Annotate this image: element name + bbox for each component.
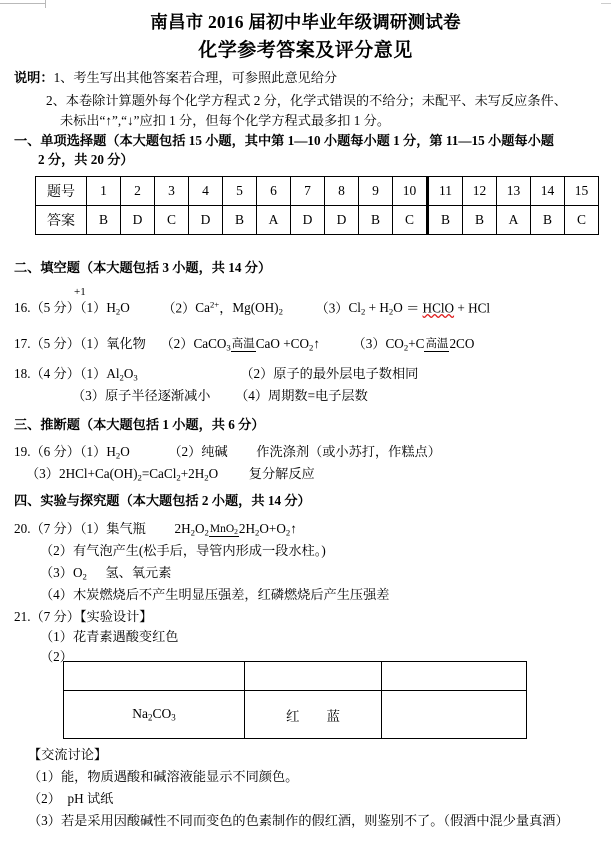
question-16-line bbox=[14, 286, 609, 322]
answer-cell: C bbox=[155, 206, 189, 235]
question-number-cell: 8 bbox=[325, 177, 359, 206]
answer-cell: A bbox=[257, 206, 291, 235]
question-16-label: 16.（5 分） bbox=[14, 300, 80, 316]
instructions-label: 说明： bbox=[14, 70, 54, 85]
discussion-item-3: （3）若是采用因酸碱性不同而变色的色素制作的假红酒，则鉴别不了。（假酒中混少量真酒） bbox=[28, 813, 569, 828]
question-18-part3: （3）原子半径逐渐减小 bbox=[72, 388, 211, 403]
question-number-cell: 4 bbox=[189, 177, 223, 206]
question-16-part1-prefix: （1） bbox=[79, 300, 107, 316]
answer-cell: A bbox=[497, 206, 531, 235]
answer-cell: D bbox=[121, 206, 155, 235]
answer-cell: B bbox=[531, 206, 565, 235]
instruction-item-2 bbox=[14, 91, 599, 131]
reaction-condition-high-temp: 高温 bbox=[425, 338, 449, 350]
answer-cell: C bbox=[565, 206, 599, 235]
page-border-stub bbox=[0, 3, 46, 4]
question-number-cell: 2 bbox=[121, 177, 155, 206]
section-1-heading-line1: 一、单项选择题（本大题包括 15 小题，其中第 1—10 小题每小题 1 分，第 11—15 小题每小题 bbox=[14, 133, 554, 148]
question-number-cell: 5 bbox=[223, 177, 257, 206]
table-row-question-numbers bbox=[36, 177, 599, 206]
design-header-cell-2 bbox=[245, 662, 382, 691]
row-label-answer: 答案 bbox=[36, 206, 87, 235]
question-20-line2: （2）有气泡产生(松手后，导管内形成一段水柱。) bbox=[40, 543, 326, 558]
table-row-answers bbox=[36, 206, 599, 235]
question-18-part1-formula: $Al_2O_3$ bbox=[106, 366, 138, 383]
question-20-label: 20.（7 分） bbox=[14, 521, 80, 536]
question-number-cell: 3 bbox=[155, 177, 189, 206]
question-19-part3-extra: 复分解反应 bbox=[248, 466, 315, 481]
question-19-part2-extra: 作洗涤剂（或小苏打，作糕点） bbox=[256, 444, 441, 459]
question-20-part3-elements: 氢、氧元素 bbox=[105, 565, 172, 580]
section-4-heading: 四、实验与探究题（本大题包括 2 小题，共 14 分） bbox=[14, 493, 311, 508]
question-19-part3-equation: $2HCl+Ca(OH)_2=CaCl_2+2H_2O$ bbox=[58, 466, 219, 483]
answer-cell: B bbox=[223, 206, 257, 235]
multiple-choice-answer-table bbox=[35, 176, 599, 235]
question-17-part3-prefix: （3） bbox=[352, 336, 386, 351]
discussion-item-1: （1）能，物质遇酸和碱溶液能显示不同颜色。 bbox=[28, 769, 299, 784]
question-20-line4: （4）木炭燃烧后不产生明显压强差，红磷燃烧后产生压强差 bbox=[40, 587, 390, 602]
question-19-part3-prefix: （3） bbox=[26, 466, 59, 481]
section-2-heading: 二、填空题（本大题包括 3 小题，共 14 分） bbox=[14, 260, 272, 275]
question-18-line2 bbox=[72, 386, 611, 405]
question-17-part1: （1）氧化物 bbox=[79, 336, 146, 351]
question-number-cell: 6 bbox=[257, 177, 291, 206]
question-18-label: 18.（4 分） bbox=[14, 366, 80, 381]
section-1-heading-line2: 2 分，共 20 分） bbox=[38, 152, 134, 167]
discussion-heading: 【交流讨论】 bbox=[28, 747, 108, 762]
discussion-item-2: （2） pH 试纸 bbox=[28, 791, 114, 806]
design-header-cell-3 bbox=[382, 662, 527, 691]
question-number-cell: 1 bbox=[87, 177, 121, 206]
answer-cell: D bbox=[325, 206, 359, 235]
design-data-cell-colors: 红 蓝 bbox=[245, 691, 382, 739]
instruction-item-1 bbox=[14, 68, 599, 88]
question-number-cell: 9 bbox=[359, 177, 393, 206]
question-16-product-hclo: HClO bbox=[422, 300, 455, 316]
question-20-part3-formula: $O_2$ bbox=[72, 565, 87, 582]
question-21-part1: （1）花青素遇酸变红色 bbox=[40, 629, 179, 644]
answer-cell: D bbox=[189, 206, 223, 235]
question-20-reactant: $2H_2O_2$ bbox=[174, 521, 209, 538]
design-data-cell-empty bbox=[382, 691, 527, 739]
question-number-cell: 15 bbox=[565, 177, 599, 206]
question-19-part1-prefix: （1） bbox=[79, 444, 107, 459]
question-16-part2-compound: $Mg(OH)_2$ bbox=[232, 300, 283, 317]
question-number-cell: 13 bbox=[497, 177, 531, 206]
question-18-part2: （2）原子的最外层电子数相同 bbox=[240, 366, 419, 381]
answer-cell: B bbox=[463, 206, 497, 235]
question-number-cell: 10 bbox=[393, 177, 428, 206]
page-border-right bbox=[601, 3, 611, 4]
question-16-equals-sign: ＝ bbox=[406, 300, 420, 316]
oxidation-number-label: +1 bbox=[74, 286, 86, 299]
question-19-part2: （2）纯碱 bbox=[168, 444, 228, 459]
question-16-part2-separator: ， bbox=[219, 300, 233, 316]
question-16-part2-ion: $Ca^{2+}$ bbox=[195, 300, 220, 316]
question-21-part2-prefix: （2） bbox=[40, 649, 73, 664]
answer-cell: B bbox=[428, 206, 463, 235]
question-number-cell: 12 bbox=[463, 177, 497, 206]
question-17-label: 17.（5 分） bbox=[14, 336, 80, 351]
question-16-product-hcl: + HCl bbox=[454, 300, 491, 316]
answer-cell: B bbox=[87, 206, 121, 235]
question-number-cell: 7 bbox=[291, 177, 325, 206]
question-20-part1-prefix: （1）集气瓶 bbox=[79, 521, 146, 536]
question-18-part4: （4）周期数=电子层数 bbox=[235, 388, 368, 403]
question-16-part2-prefix: （2） bbox=[162, 300, 196, 316]
instruction-2-line2: 未标出“↑”,“↓”应扣 1 分，但每个化学方程式最多扣 1 分。 bbox=[60, 113, 391, 128]
question-20-line3 bbox=[40, 563, 611, 586]
question-16-equation-left: $Cl_2 + H_2O$ bbox=[348, 300, 403, 317]
question-21-label: 21.（7 分）【实验设计】 bbox=[14, 609, 153, 624]
question-19-line2 bbox=[26, 464, 611, 487]
question-17-part2-prefix: （2） bbox=[160, 336, 194, 351]
question-16-part1-formula: $H_2O$ bbox=[106, 300, 130, 317]
document-title-line1: 南昌市 2016 届初中毕业年级调研测试卷 bbox=[150, 12, 461, 32]
row-label-question-number: 题号 bbox=[36, 177, 87, 206]
instruction-2-line1: 2、本卷除计算题外每个化学方程式 2 分，化学式错误的不给分；未配平、未写反应条件、 bbox=[46, 93, 567, 108]
question-number-cell: 11 bbox=[428, 177, 463, 206]
reaction-condition-mno2: MnO$_2$ bbox=[209, 523, 238, 537]
question-18-line1 bbox=[14, 364, 609, 387]
question-19-line1 bbox=[14, 442, 609, 465]
design-data-cell-substance: $Na_2CO_3$ bbox=[64, 691, 245, 739]
instructions-block bbox=[14, 68, 599, 131]
question-18-part1-prefix: （1） bbox=[79, 366, 107, 381]
question-17-part3-product: 2CO bbox=[449, 336, 475, 351]
table-row-header bbox=[64, 662, 527, 691]
design-header-cell-1 bbox=[64, 662, 245, 691]
question-19-label: 19.（6 分） bbox=[14, 444, 80, 459]
question-19-part1-formula: $H_2O$ bbox=[106, 444, 130, 461]
reaction-condition-high-temp: 高温 bbox=[231, 338, 255, 350]
answer-cell: B bbox=[359, 206, 393, 235]
question-17-reactant: CaCO$_3$ bbox=[193, 336, 231, 353]
page-border-tick bbox=[45, 0, 46, 8]
question-20-products: $2H_2O+O_2↑$ bbox=[238, 521, 297, 538]
experiment-design-table bbox=[63, 661, 527, 739]
question-17-line bbox=[14, 334, 609, 357]
question-20-part3-prefix: （3） bbox=[40, 565, 73, 580]
question-17-part3-reactant: $CO_2+C$ bbox=[385, 336, 425, 353]
document-title-line2: 化学参考答案及评分意见 bbox=[198, 40, 413, 61]
question-number-cell: 14 bbox=[531, 177, 565, 206]
instruction-1-text: 1、考生写出其他答案若合理，可参照此意见给分 bbox=[53, 70, 338, 85]
question-17-products: CaO $+CO_2↑$ bbox=[255, 336, 320, 353]
question-20-line1 bbox=[14, 519, 609, 542]
question-16-part3-prefix: （3） bbox=[315, 300, 349, 316]
section-1-heading bbox=[14, 131, 604, 169]
section-3-heading: 三、推断题（本大题包括 1 小题，共 6 分） bbox=[14, 417, 265, 432]
answer-cell: D bbox=[291, 206, 325, 235]
answer-cell: C bbox=[393, 206, 428, 235]
table-row-data bbox=[64, 691, 527, 739]
